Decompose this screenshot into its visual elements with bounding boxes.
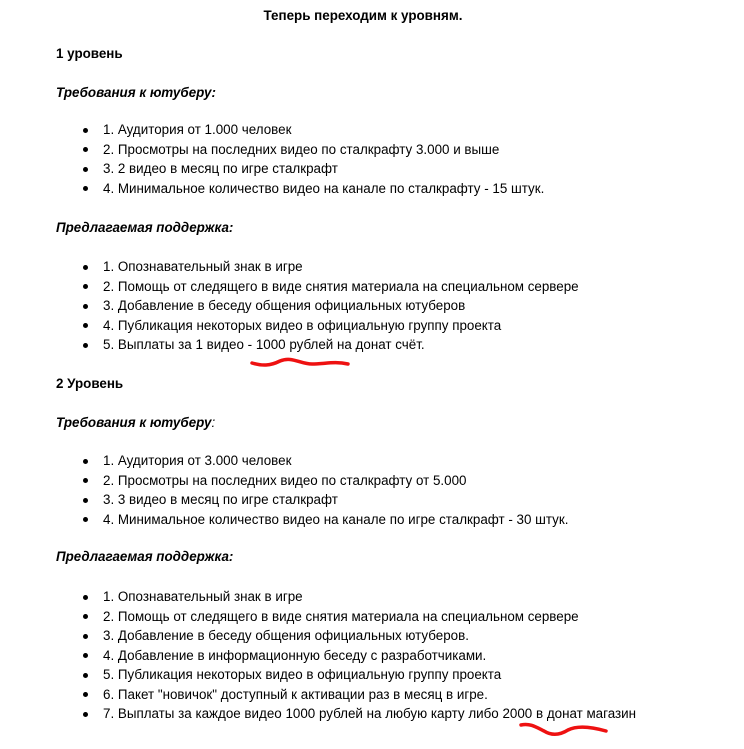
list-item: 6. Пакет "новичок" доступный к активации раз в месяц в игре. bbox=[0, 685, 643, 705]
list-item: 1. Опознавательный знак в игре bbox=[0, 257, 579, 277]
page-title: Теперь переходим к уровням. bbox=[263, 8, 463, 23]
level-2-support-heading: Предлагаемая поддержка: bbox=[56, 549, 234, 564]
level-2-heading: 2 Уровень bbox=[56, 376, 124, 391]
list-item: 5. Публикация некоторых видео в официальную группу проекта bbox=[0, 665, 643, 685]
list-item: 4. Добавление в информационную беседу с разработчиками. bbox=[0, 646, 643, 666]
level-1-heading: 1 уровень bbox=[56, 46, 123, 61]
list-item: 2. Помощь от следящего в виде снятия материала на специальном сервере bbox=[0, 607, 643, 627]
level-1-support-list bbox=[0, 257, 579, 355]
list-item: 7. Выплаты за каждое видео 1000 рублей на любую карту либо 2000 в донат магазин bbox=[0, 704, 643, 724]
list-item: 1. Аудитория от 3.000 человек bbox=[0, 451, 568, 471]
level-2-requirements-heading-text: Требования к ютуберу bbox=[56, 415, 212, 430]
level-2-support-list bbox=[0, 587, 643, 724]
list-item: 1. Аудитория от 1.000 человек bbox=[0, 120, 544, 140]
level-1-support-heading: Предлагаемая поддержка: bbox=[56, 220, 234, 235]
level-1-requirements-heading: Требования к ютуберу: bbox=[56, 85, 216, 100]
list-item: 2. Просмотры на последних видео по сталкрафту от 5.000 bbox=[0, 471, 568, 491]
list-item: 5. Выплаты за 1 видео - 1000 рублей на донат счёт. bbox=[0, 335, 579, 355]
list-item: 4. Минимальное количество видео на канале по игре сталкрафт - 30 штук. bbox=[0, 510, 568, 530]
list-item: 2. Просмотры на последних видео по сталкрафту 3.000 и выше bbox=[0, 140, 544, 160]
red-underline-annotation bbox=[252, 359, 348, 365]
list-item: 3. 2 видео в месяц по игре сталкрафт bbox=[0, 159, 544, 179]
list-item: 4. Публикация некоторых видео в официальную группу проекта bbox=[0, 316, 579, 336]
list-item: 3. Добавление в беседу общения официальных ютуберов. bbox=[0, 626, 643, 646]
red-underline-annotation bbox=[521, 724, 606, 734]
list-item: 3. Добавление в беседу общения официальных ютуберов bbox=[0, 296, 579, 316]
list-item: 3. 3 видео в месяц по игре сталкрафт bbox=[0, 490, 568, 510]
level-2-requirements-list bbox=[0, 451, 568, 529]
level-2-requirements-heading bbox=[56, 415, 215, 430]
list-item: 1. Опознавательный знак в игре bbox=[0, 587, 643, 607]
level-1-requirements-list bbox=[0, 120, 544, 198]
level-2-requirements-heading-suffix: : bbox=[211, 415, 216, 430]
list-item: 4. Минимальное количество видео на канале по сталкрафту - 15 штук. bbox=[0, 179, 544, 199]
list-item: 2. Помощь от следящего в виде снятия материала на специальном сервере bbox=[0, 277, 579, 297]
